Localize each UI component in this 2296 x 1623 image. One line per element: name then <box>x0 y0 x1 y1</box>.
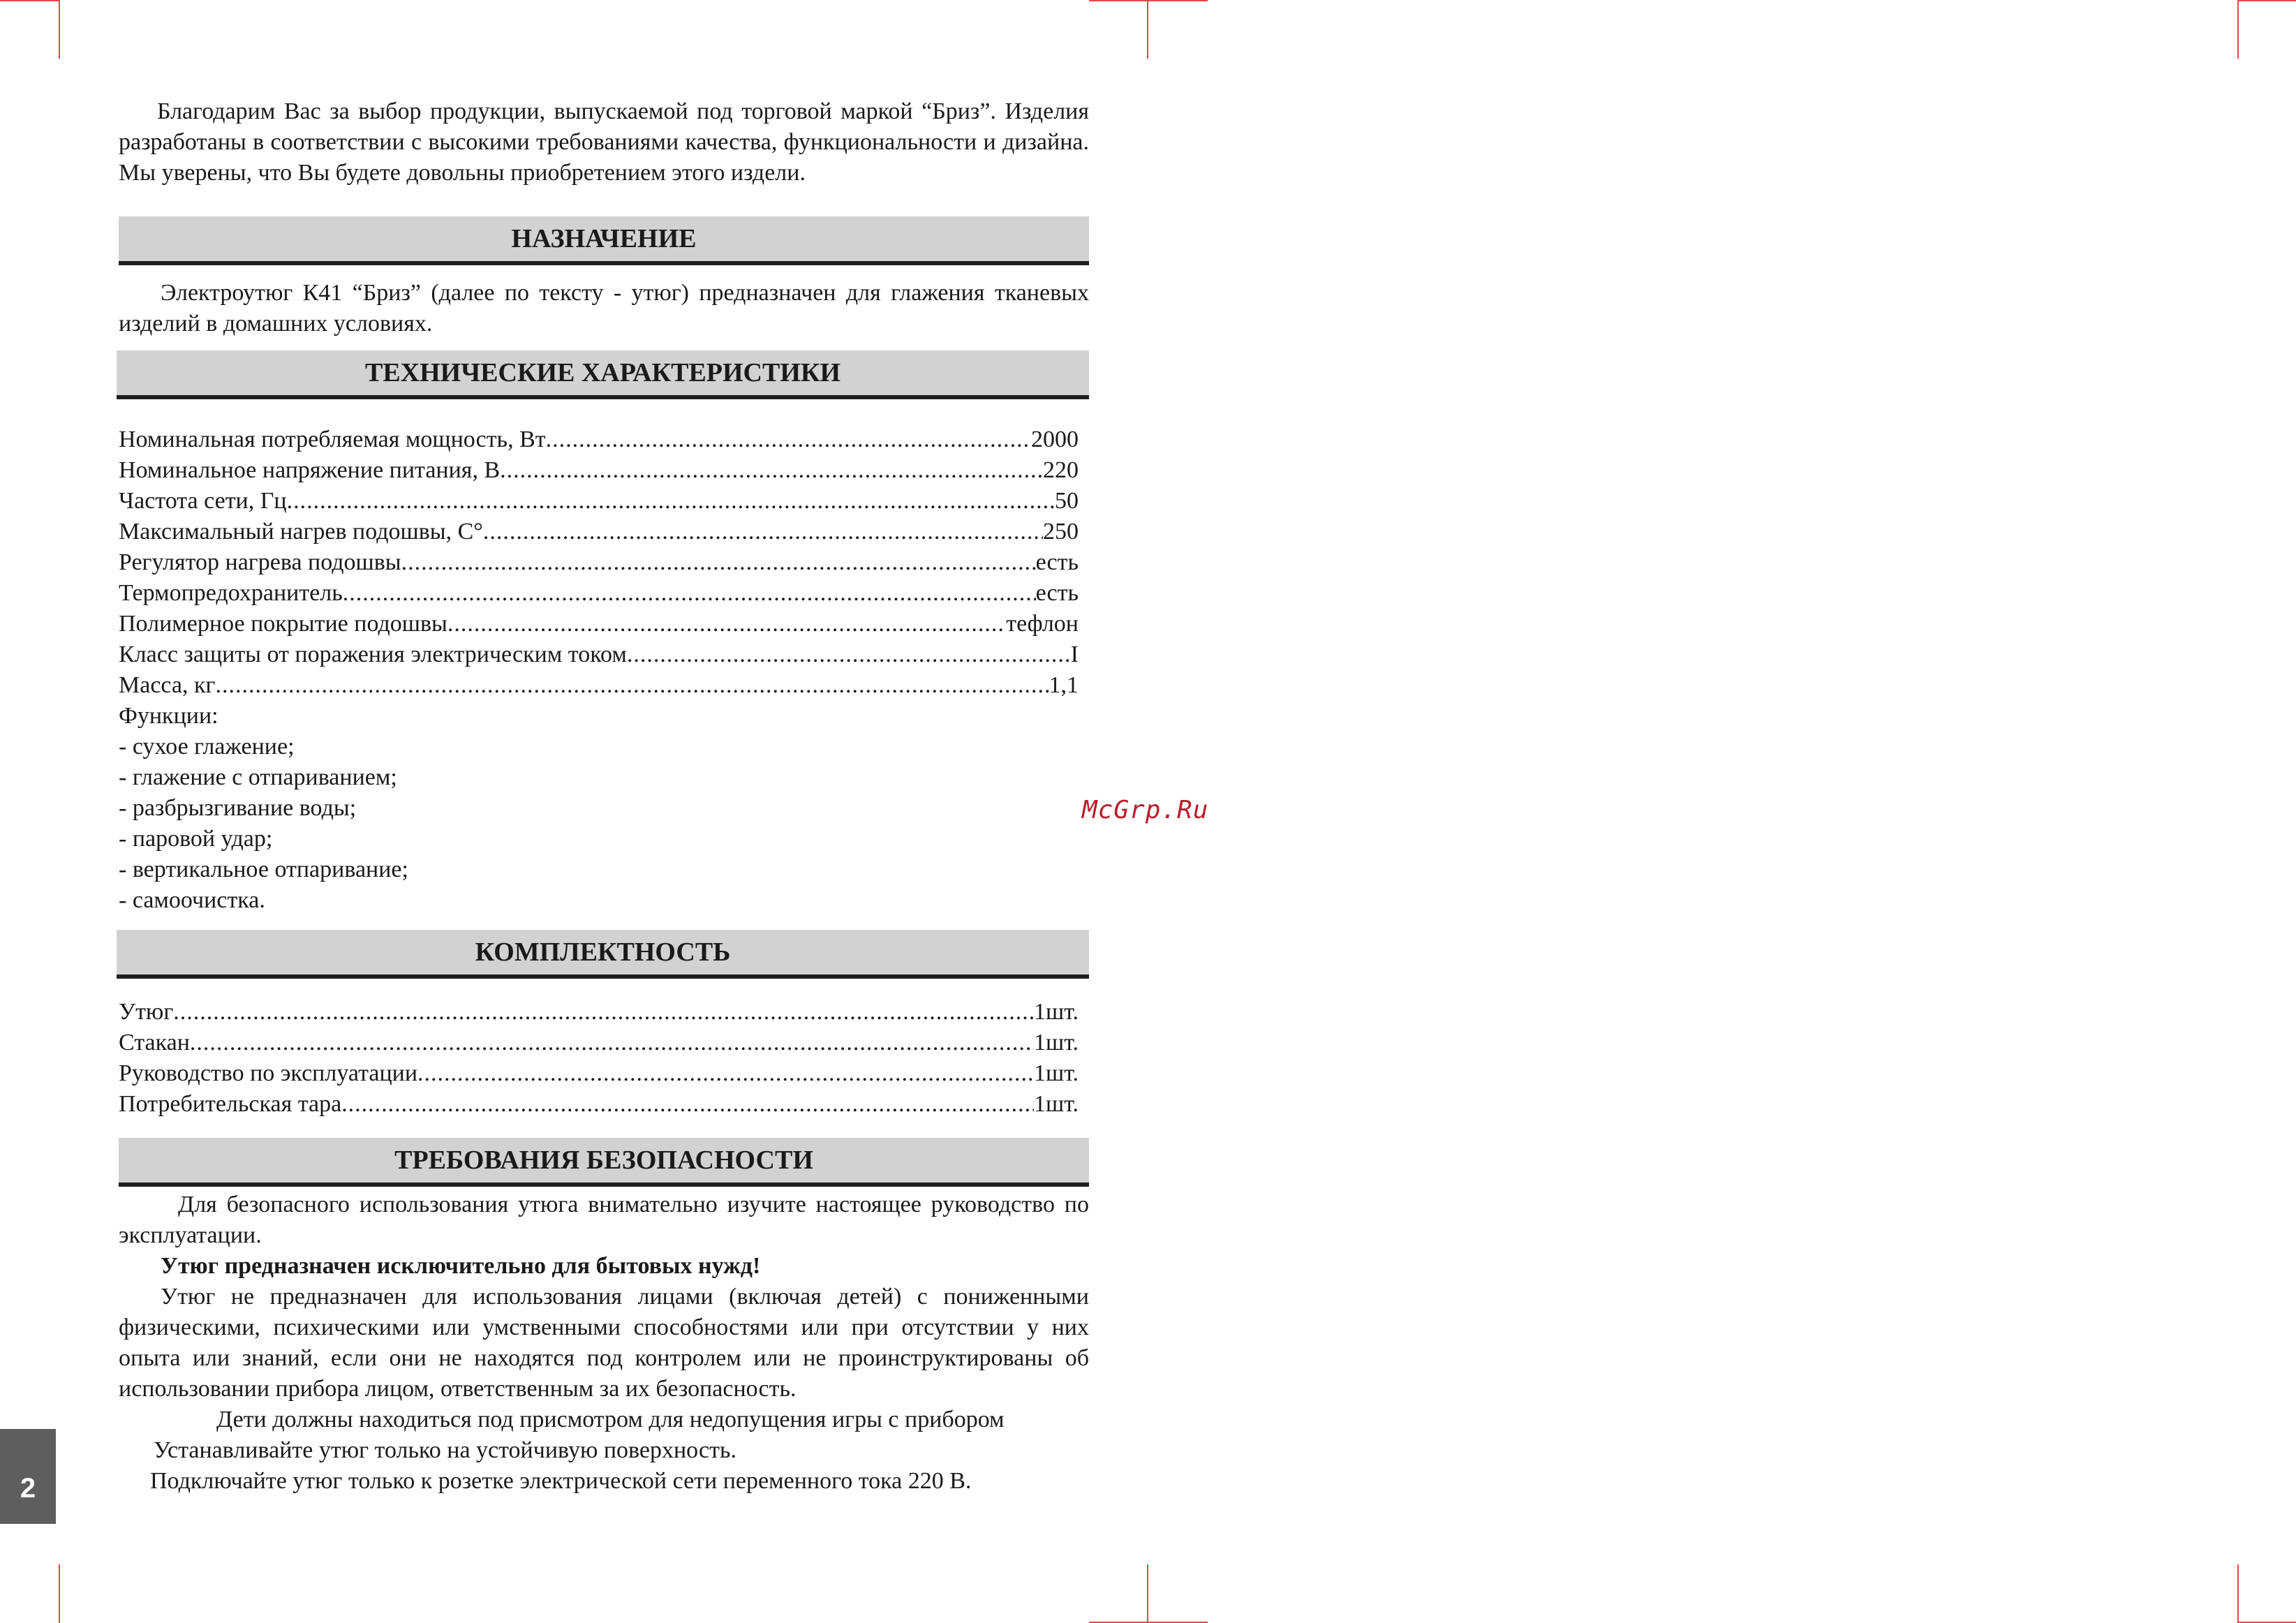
dot-leader <box>215 670 1049 701</box>
contents-row <box>119 1058 1079 1089</box>
spec-label: Номинальная потребляемая мощность, Вт <box>119 427 546 452</box>
contents-value: 1шт. <box>1034 1060 1079 1086</box>
dot-leader <box>546 424 1031 455</box>
contents-value: 1шт. <box>1034 999 1079 1025</box>
spec-row <box>119 609 1079 639</box>
dot-leader <box>343 578 1036 609</box>
crop-mark <box>2237 0 2239 59</box>
spec-value: 1,1 <box>1049 672 1079 698</box>
contents-label: Руководство по эксплуатации <box>119 1060 418 1086</box>
spec-label: Термопредохранитель <box>119 580 343 606</box>
spec-value: есть <box>1035 549 1079 575</box>
spec-row <box>119 517 1079 547</box>
intro-paragraph: Благодарим Вас за выбор продукции, выпускаемой под торговой маркой “Бриз”. Изделия разработаны в соответствии с высокими требованиями качества, функциональности и дизайна. Мы уверены, что Вы будете довольны приобретением этого издели. <box>119 98 1089 186</box>
spec-value: 220 <box>1043 457 1079 483</box>
safety-warning: Утюг предназначен исключительно для бытовых нужд! <box>161 1253 761 1279</box>
page-number-badge <box>0 1429 56 1524</box>
safety-paragraph: Устанавливайте утюг только на устойчивую поверхность. <box>154 1437 736 1463</box>
crop-mark <box>1147 0 1148 59</box>
dot-leader <box>417 1058 1034 1089</box>
dot-leader <box>287 486 1055 517</box>
crop-mark <box>2237 0 2296 1</box>
spec-row <box>119 486 1079 517</box>
page-number: 2 <box>20 1473 36 1504</box>
purpose-paragraph: Электроутюг К41 “Бриз” (далее по тексту - утюг) предназначен для глажения тканевых изделий в домашних условиях. <box>119 280 1089 336</box>
dot-leader <box>173 997 1034 1028</box>
contents-label: Утюг <box>119 999 174 1025</box>
spec-row <box>119 455 1079 486</box>
function-item: - паровой удар; <box>119 826 273 852</box>
dot-leader <box>341 1089 1034 1120</box>
function-item: - самоочистка. <box>119 887 265 913</box>
spec-label: Полимерное покрытие подошвы <box>119 611 447 637</box>
crop-mark <box>1089 0 1208 1</box>
function-item: - глажение с отпариванием; <box>119 764 397 790</box>
spec-row <box>119 670 1079 701</box>
dot-leader <box>190 1028 1034 1058</box>
safety-paragraph: Утюг не предназначен для использования лицами (включая детей) с пониженными физическими, психическими или умственными способностями или при отсутствии у них опыта или знаний, если они не находятся под контролем или не проинструктированы об использовании прибора лицом, ответственным за их безопасность. <box>119 1284 1089 1402</box>
spec-row <box>119 424 1079 455</box>
function-item: - разбрызгивание воды; <box>119 795 357 821</box>
spec-value: есть <box>1035 580 1079 606</box>
spec-value: 2000 <box>1031 427 1079 452</box>
spec-label: Класс защиты от поражения электрическим током <box>119 642 627 667</box>
specs-list <box>119 424 1089 701</box>
section-heading-purpose: НАЗНАЧЕНИЕ <box>119 216 1089 265</box>
crop-mark <box>1147 1564 1148 1623</box>
spec-row <box>119 547 1079 578</box>
page-content <box>119 96 1089 1497</box>
spec-row <box>119 639 1079 670</box>
contents-row <box>119 1028 1079 1058</box>
safety-paragraph: Для безопасного использования утюга внимательно изучите настоящее руководство по эксплуатации. <box>119 1192 1089 1248</box>
safety-paragraph: Дети должны находиться под присмотром для недопущения игры с прибором <box>216 1407 1005 1432</box>
contents-value: 1шт. <box>1034 1091 1079 1117</box>
function-item: - вертикальное отпаривание; <box>119 857 408 882</box>
contents-row <box>119 997 1079 1028</box>
crop-mark <box>2237 1564 2239 1623</box>
contents-row <box>119 1089 1079 1120</box>
contents-label: Потребительская тара <box>119 1091 342 1117</box>
spec-label: Регулятор нагрева подошвы <box>119 549 401 575</box>
dot-leader <box>401 547 1036 578</box>
spec-value: I <box>1070 642 1079 667</box>
spec-row <box>119 578 1079 609</box>
spec-value: 250 <box>1043 519 1079 544</box>
section-heading-contents: КОМПЛЕКТНОСТЬ <box>117 930 1089 979</box>
contents-value: 1шт. <box>1034 1030 1079 1055</box>
spec-value: 50 <box>1055 488 1079 514</box>
contents-list <box>119 997 1089 1120</box>
crop-mark <box>59 0 60 59</box>
function-item: - сухое глажение; <box>119 734 295 759</box>
section-heading-safety: ТРЕБОВАНИЯ БЕЗОПАСНОСТИ <box>119 1138 1089 1187</box>
spec-label: Номинальное напряжение питания, В <box>119 457 501 483</box>
crop-mark <box>59 1564 60 1623</box>
contents-label: Стакан <box>119 1030 190 1055</box>
functions-list <box>119 732 1089 916</box>
watermark: McGrp.Ru <box>1082 796 1209 824</box>
spec-label: Частота сети, Гц <box>119 488 287 514</box>
safety-paragraph: Подключайте утюг только к розетке электрической сети переменного тока 220 В. <box>150 1468 972 1494</box>
dot-leader <box>500 455 1043 486</box>
dot-leader <box>447 609 1006 639</box>
spec-label: Максимальный нагрев подошвы, С° <box>119 519 483 544</box>
functions-title: Функции: <box>119 703 219 729</box>
dot-leader <box>483 517 1043 547</box>
section-heading-specs: ТЕХНИЧЕСКИЕ ХАРАКТЕРИСТИКИ <box>117 350 1089 399</box>
crop-mark <box>0 0 59 1</box>
spec-value: тефлон <box>1006 611 1079 637</box>
dot-leader <box>627 639 1071 670</box>
spec-label: Масса, кг <box>119 672 216 698</box>
